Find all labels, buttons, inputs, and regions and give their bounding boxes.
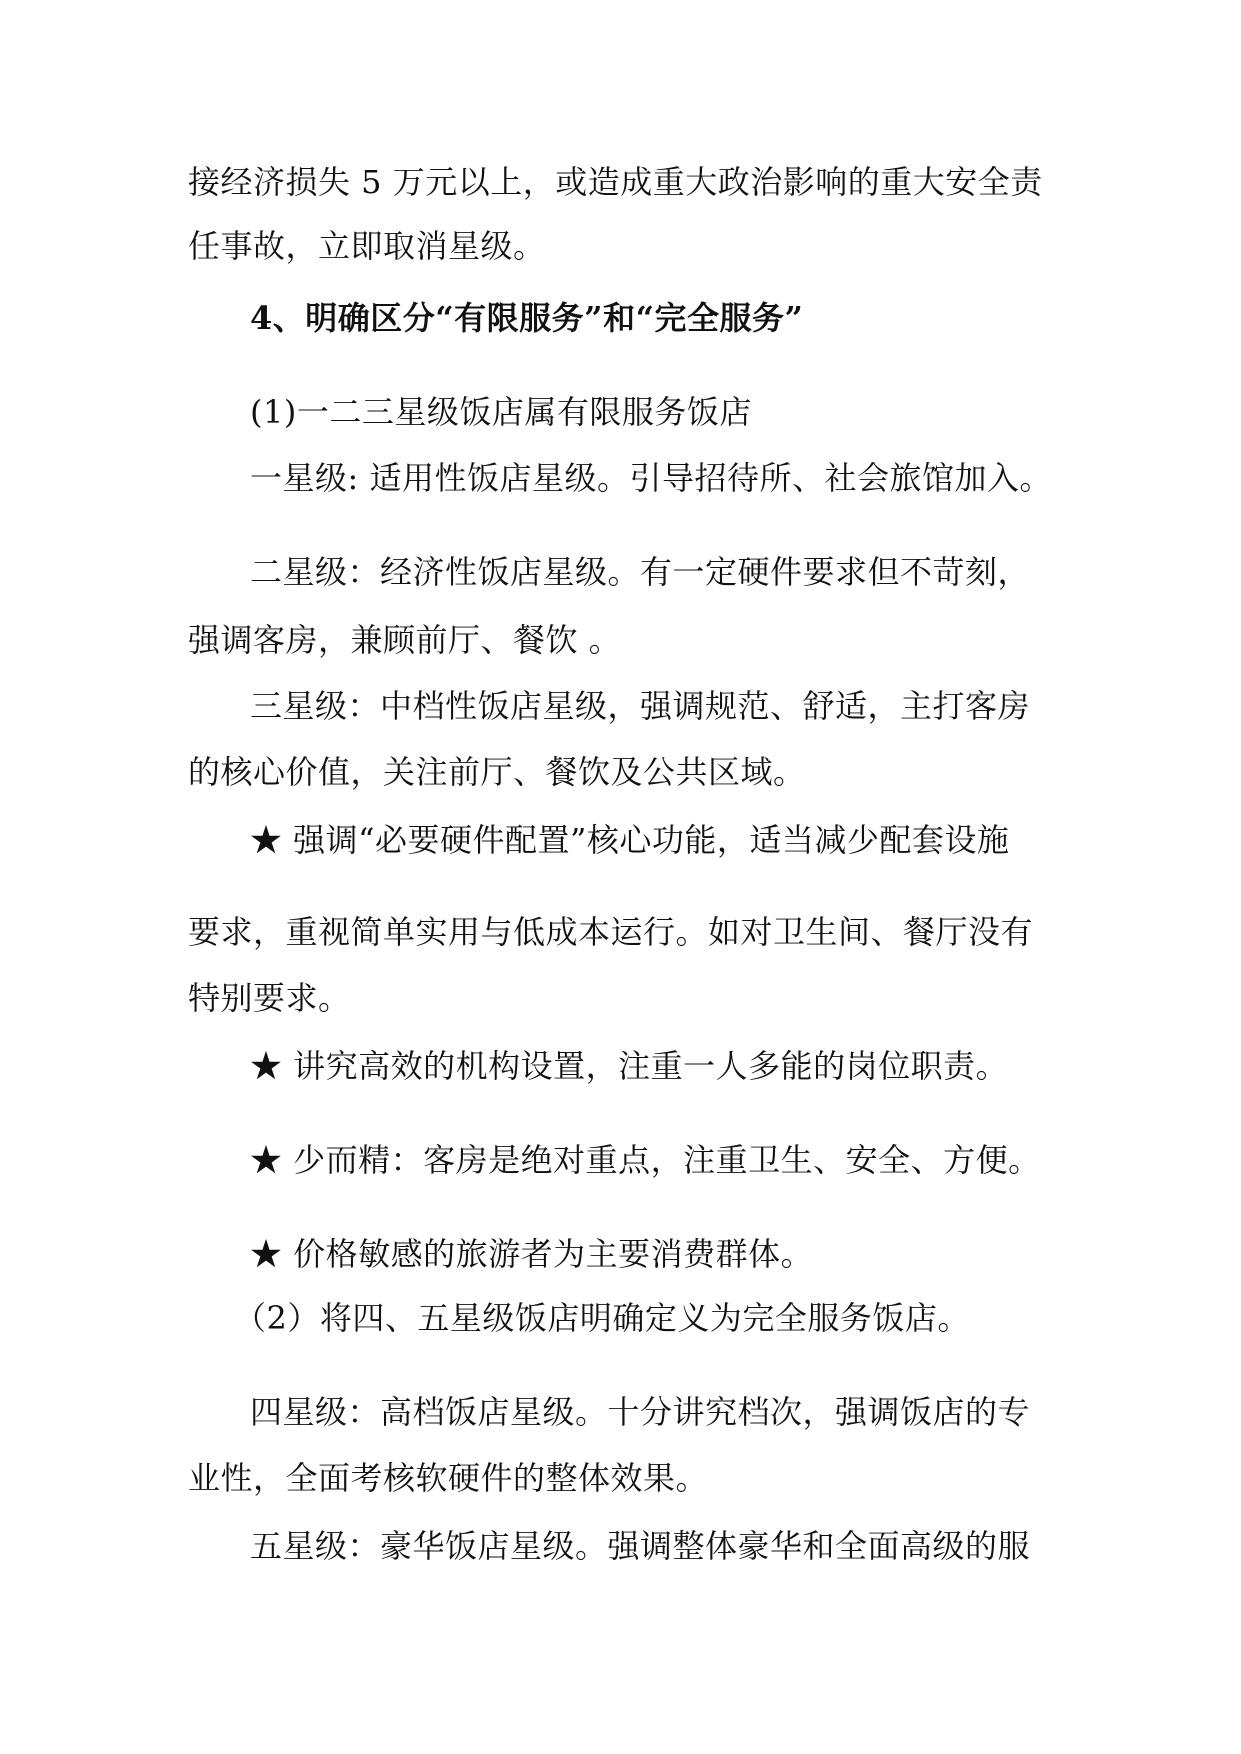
paragraph-line: 的核心价值，关注前厅、餐饮及公共区域。 [188, 753, 806, 791]
paragraph-line: 一星级: 适用性饭店星级。引导招待所、社会旅馆加入。 [250, 459, 1052, 497]
bullet-item: ★ 少而精：客房是绝对重点，注重卫生、安全、方便。 [250, 1141, 1041, 1179]
paragraph-line: 三星级：中档性饭店星级，强调规范、舒适，主打客房 [250, 687, 1031, 725]
bullet-item: ★ 价格敏感的旅游者为主要消费群体。 [250, 1235, 814, 1273]
paragraph-line: 强调客房，兼顾前厅、餐饮 。 [188, 621, 622, 659]
bullet-item: ★ 强调“必要硬件配置”核心功能，适当减少配套设施 [250, 821, 1010, 859]
paragraph-line: 四星级：高档饭店星级。十分讲究档次，强调饭店的专 [250, 1393, 1031, 1431]
bullet-item: ★ 讲究高效的机构设置，注重一人多能的岗位职责。 [250, 1047, 1009, 1085]
section-heading: 4、明确区分“有限服务”和“完全服务” [250, 299, 804, 337]
paragraph-line: 特别要求。 [188, 979, 351, 1017]
paragraph-line: 二星级：经济性饭店星级。有一定硬件要求但不苛刻， [250, 553, 1031, 591]
paragraph-line: 业性，全面考核软硬件的整体效果。 [188, 1459, 709, 1497]
subsection-heading: （2）将四、五星级饭店明确定义为完全服务饭店。 [234, 1299, 970, 1337]
paragraph-line: 五星级：豪华饭店星级。强调整体豪华和全面高级的服 [250, 1527, 1031, 1565]
subsection-heading: (1)一二三星级饭店属有限服务饭店 [250, 393, 752, 431]
paragraph-line: 任事故，立即取消星级。 [188, 227, 546, 265]
paragraph-line: 接经济损失 5 万元以上，或造成重大政治影响的重大安全责 [188, 163, 1043, 201]
paragraph-line: 要求，重视简单实用与低成本运行。如对卫生间、餐厅没有 [188, 913, 1034, 951]
